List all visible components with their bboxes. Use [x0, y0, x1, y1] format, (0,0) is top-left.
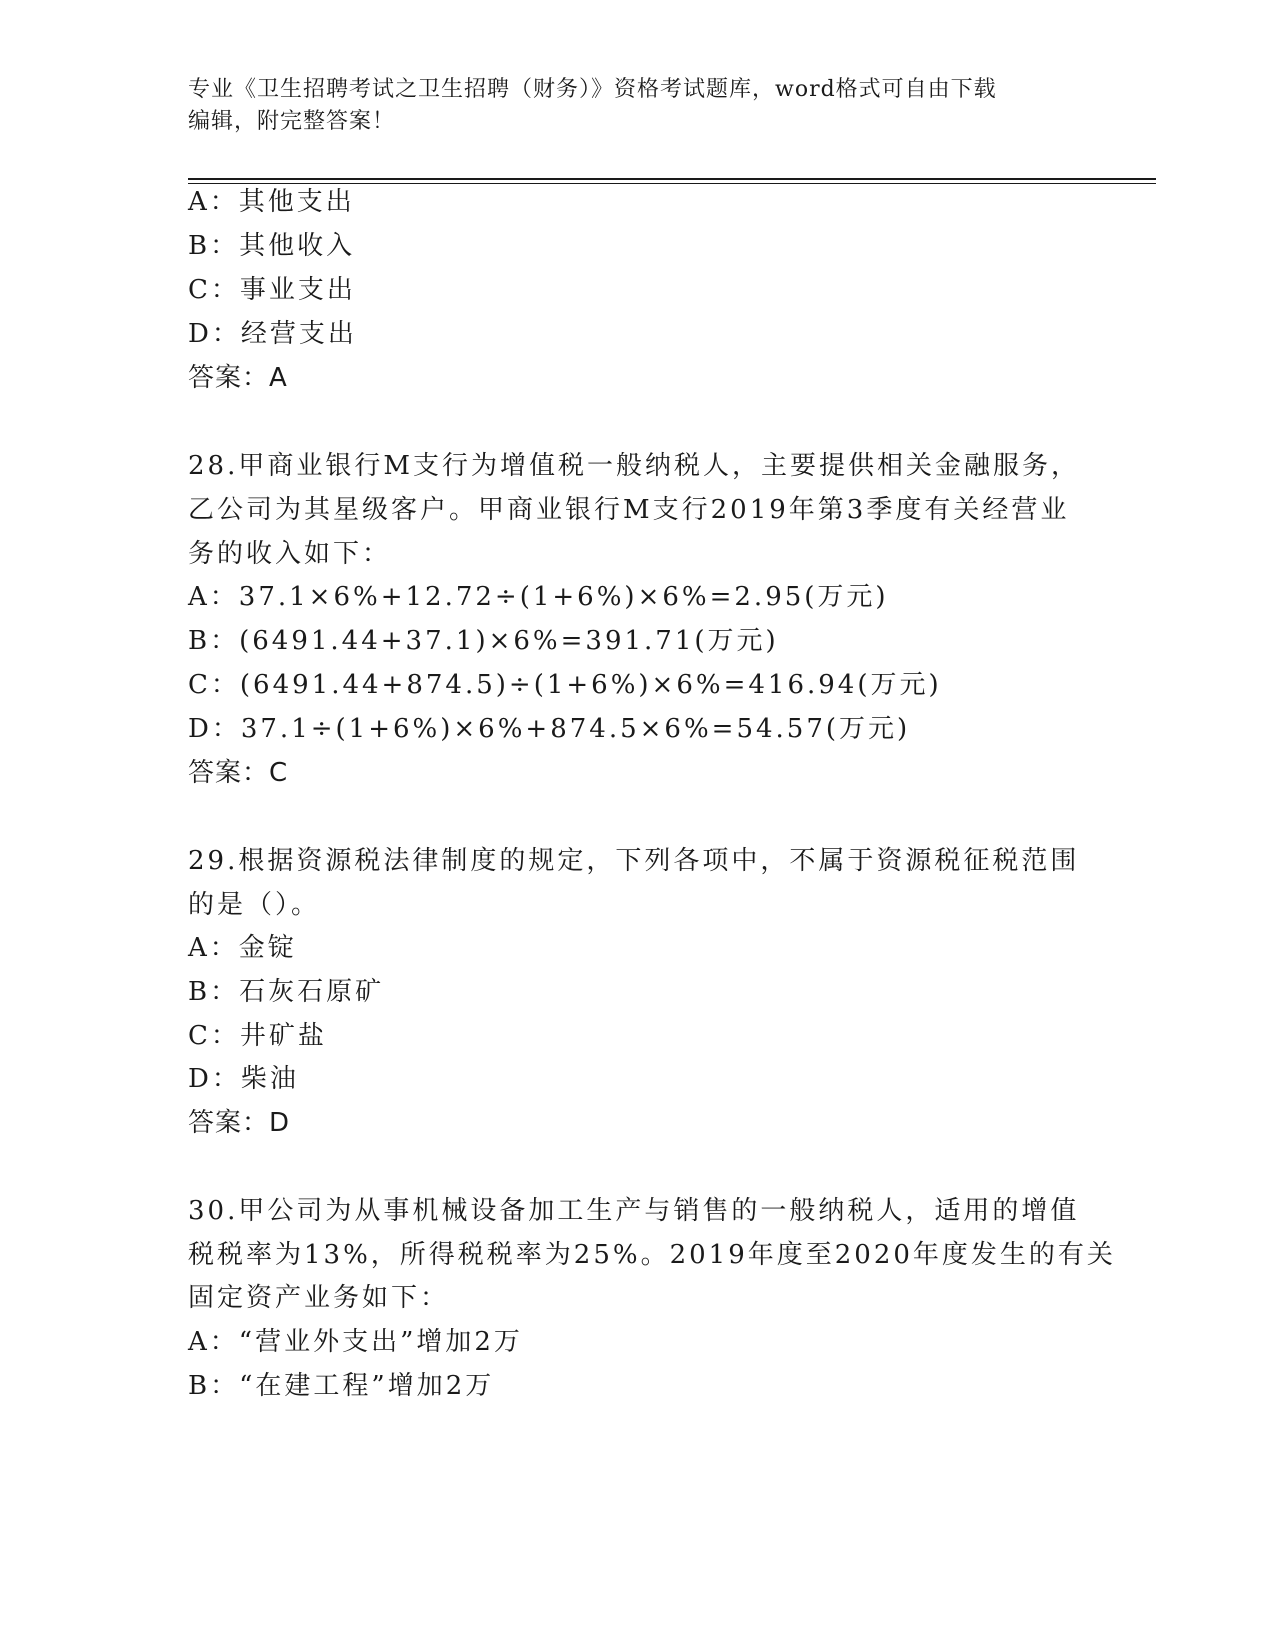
document-header [188, 74, 1088, 138]
q30-stem-line-2: 税税率为13%，所得税税率为25%。2019年度至2020年度发生的有关 [188, 1240, 1116, 1270]
q27-option-b: B：其他收入 [188, 231, 356, 261]
q28-stem-line-2: 乙公司为其星级客户。甲商业银行M支行2019年第3季度有关经营业 [188, 495, 1070, 525]
q28-option-a: A：37.1×6%+12.72÷(1+6%)×6%=2.95(万元) [188, 582, 889, 612]
q27-option-c: C：事业支出 [188, 275, 356, 305]
q27-answer: 答案：A [188, 363, 288, 393]
header-line-2: 编辑，附完整答案！ [188, 109, 396, 134]
q28-option-c: C：(6491.44+874.5)÷(1+6%)×6%=416.94(万元) [188, 670, 942, 700]
q29-answer: 答案：D [188, 1108, 291, 1138]
q28-option-b: B：(6491.44+37.1)×6%=391.71(万元) [188, 626, 779, 656]
q27-option-a: A：其他支出 [188, 187, 355, 217]
q28-stem-line-1: 28.甲商业银行M支行为增值税一般纳税人，主要提供相关金融服务， [188, 451, 1080, 481]
q27-option-d: D：经营支出 [188, 319, 357, 349]
q28-stem-line-3: 务的收入如下： [188, 539, 392, 569]
q29-option-c: C：井矿盐 [188, 1021, 327, 1051]
q29-option-d: D：柴油 [188, 1064, 299, 1094]
q28-option-d: D：37.1÷(1+6%)×6%+874.5×6%=54.57(万元) [188, 714, 911, 744]
q30-stem-line-3: 固定资产业务如下： [188, 1283, 450, 1313]
q28-answer: 答案：C [188, 758, 289, 788]
header-line-1: 专业《卫生招聘考试之卫生招聘（财务）》资格考试题库，word格式可自由下载 [188, 77, 997, 102]
q30-stem-line-1: 30.甲公司为从事机械设备加工生产与销售的一般纳税人，适用的增值 [188, 1196, 1080, 1226]
q30-option-b: B：“在建工程”增加2万 [188, 1371, 495, 1401]
header-divider-thin [188, 183, 1156, 184]
q30-option-a: A：“营业外支出”增加2万 [188, 1327, 523, 1357]
q29-stem-line-1: 29.根据资源税法律制度的规定，下列各项中，不属于资源税征税范围 [188, 846, 1080, 876]
q29-option-a: A：金锭 [188, 933, 297, 963]
header-divider-thick [188, 178, 1156, 180]
q29-stem-line-2: 的是（）。 [188, 890, 321, 920]
q29-option-b: B：石灰石原矿 [188, 977, 385, 1007]
